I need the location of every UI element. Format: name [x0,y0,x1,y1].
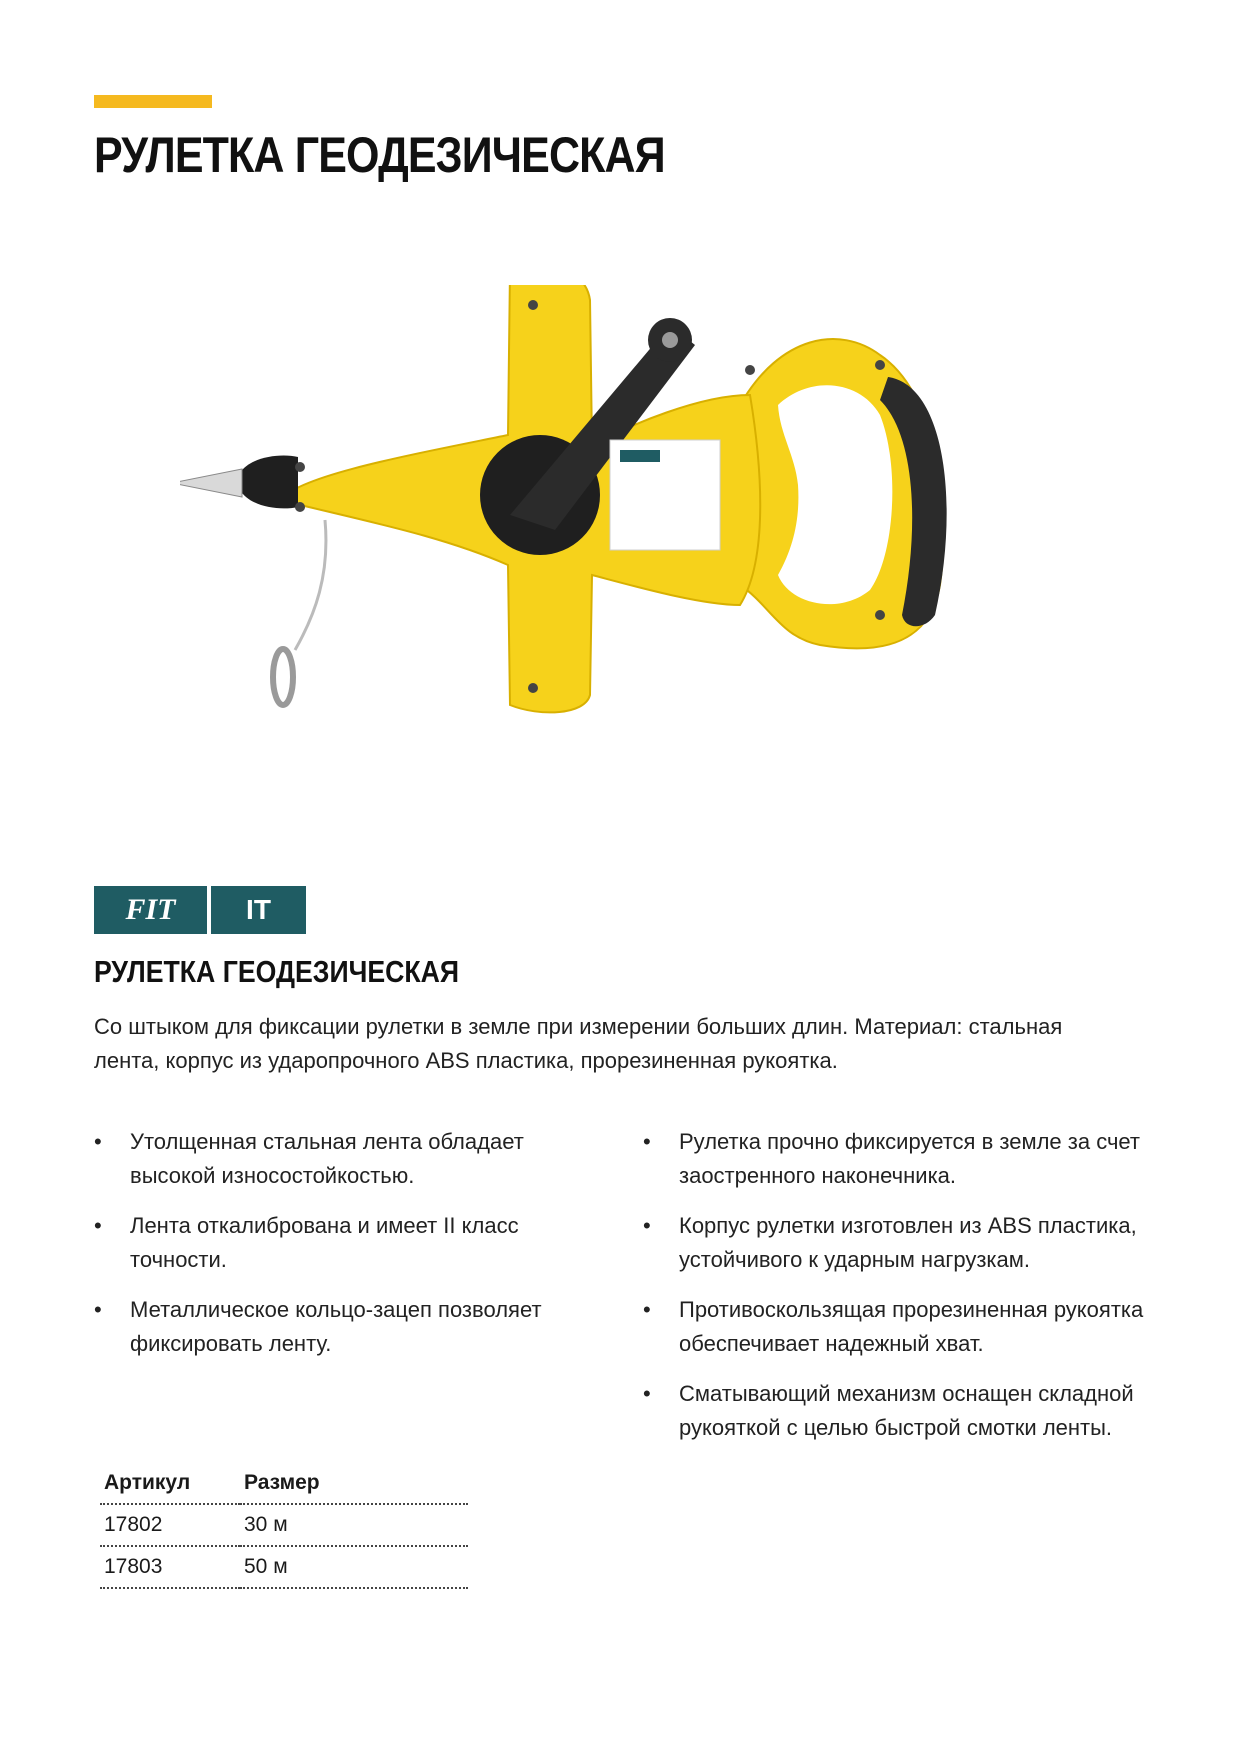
feature-text: Противоскользящая прорезиненная рукоятка обеспечивает надежный хват. [679,1297,1144,1356]
page-title: РУЛЕТКА ГЕОДЕЗИЧЕСКАЯ [94,127,665,183]
article-cell: 17803 [100,1546,240,1588]
feature-item [94,1125,574,1193]
feature-item [94,1209,574,1277]
column-header-article: Артикул [100,1465,240,1504]
product-description: Со штыком для фиксации рулетки в земле при измерении больших длин. Материал: стальная лента, корпус из ударопрочного ABS пластика, прорезиненная рукоятка. [94,1014,1063,1073]
product-name: РУЛЕТКА ГЕОДЕЗИЧЕСКАЯ [94,954,460,989]
feature-text: Лента откалибрована и имеет II класс точности. [130,1213,519,1272]
size-cell: 30 м [240,1504,468,1546]
table-header-row [100,1465,468,1504]
fit-logo: FIT [94,886,207,934]
it-logo: IT [211,886,306,934]
table-row [100,1546,468,1588]
table-row [100,1504,468,1546]
bullet-icon: • [94,1297,102,1322]
feature-text: Рулетка прочно фиксируется в земле за счет заостренного наконечника. [679,1129,1140,1188]
tape-measure-image [180,285,1070,815]
feature-item [643,1377,1163,1445]
bullet-icon: • [94,1129,102,1154]
size-cell: 50 м [240,1546,468,1588]
bullet-icon: • [643,1129,651,1154]
feature-text: Сматывающий механизм оснащен складной рукояткой с целью быстрой смотки ленты. [679,1381,1134,1440]
bullet-icon: • [643,1213,651,1238]
feature-item [643,1209,1163,1277]
article-cell: 17802 [100,1504,240,1546]
bullet-icon: • [94,1213,102,1238]
spec-table [100,1465,468,1589]
feature-text: Металлическое кольцо-зацеп позволяет фиксировать ленту. [130,1297,542,1356]
feature-text: Утолщенная стальная лента обладает высокой износостойкостью. [130,1129,524,1188]
feature-item [643,1293,1163,1361]
bullet-icon: • [643,1381,651,1406]
feature-text: Корпус рулетки изготовлен из ABS пластика, устойчивого к ударным нагрузкам. [679,1213,1137,1272]
features-list-right [643,1125,1163,1461]
brand-logo [94,886,306,934]
bullet-icon: • [643,1297,651,1322]
feature-item [94,1293,574,1361]
title-accent-bar [94,95,212,108]
column-header-size: Размер [240,1465,468,1504]
features-list-left [94,1125,574,1377]
feature-item [643,1125,1163,1193]
